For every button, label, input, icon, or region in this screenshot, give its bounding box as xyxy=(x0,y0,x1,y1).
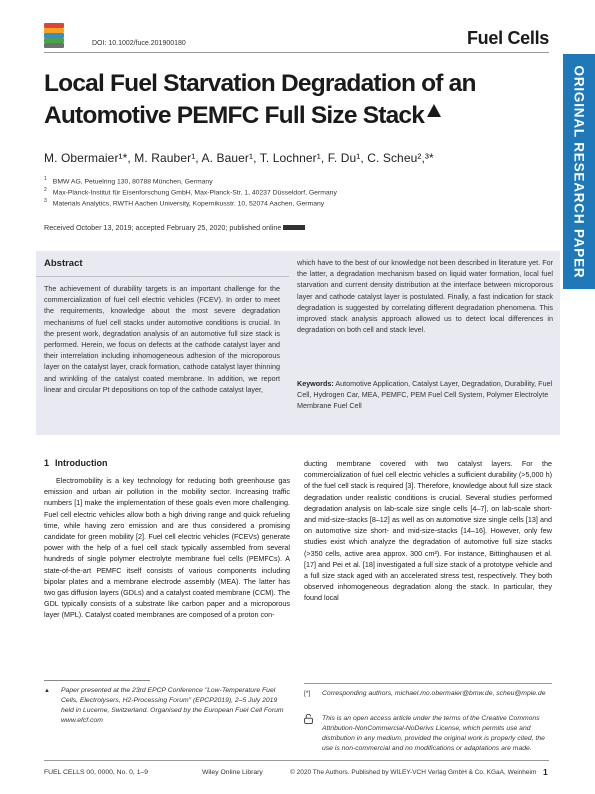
page-number: 1 xyxy=(543,767,548,777)
conference-footnote: ▲ Paper presented at the 23rd EPCP Conference "Low-Temperature Fuel Cells, Electrolysers, H2-Processing Forum" (EPCP2019), 2–5 July 2019 held in Lucerne, Switzerland. Organised by the European Fuel Cell Forum www.efcf.com xyxy=(44,687,284,724)
article-title xyxy=(44,68,564,132)
copyright-notice: © 2020 The Authors. Published by WILEY-VCH Verlag GmbH & Co. KGaA, Weinheim xyxy=(290,769,537,776)
article-type-tab xyxy=(563,54,595,289)
author-list: M. Obermaier¹*, M. Rauber¹, A. Bauer¹, T. Lochner¹, F. Du¹, C. Scheu²,³* xyxy=(44,151,434,165)
open-access-icon xyxy=(304,714,313,728)
open-access-note: This is an open access article under the terms of the Creative Commons Attribution-NonCommercial-NoDerivs License, which permits use and distribution in any medium, provided the original work is properly cited, the use is non-commercial and no modifications or adaptations are made. xyxy=(304,714,552,754)
received-dates: Received October 13, 2019; accepted February 25, 2020; published online xyxy=(44,223,305,232)
section-heading-introduction: 1 Introduction xyxy=(44,458,108,468)
redacted-date xyxy=(283,225,305,230)
triangle-footnote-icon xyxy=(427,104,441,117)
affiliation-3: $^3$ Materials Analytics, RWTH Aachen University, Kopernikusstr. 10, 52074 Aachen, Germany xyxy=(44,198,325,208)
keywords-label: Keywords: xyxy=(297,379,334,388)
corresponding-authors-note: [*] Corresponding authors, michael.mo.obermaier@bmw.de, scheu@mpie.de xyxy=(304,690,546,697)
abstract-text-left: The achievement of durability targets is an important challenge for the commercialization of fuel cell electric vehicles (FCEV). In order to meet the requirements, knowledge about the most severe degradation mechanisms of fuel cell stacks under automotive conditions is crucial. In the present work, degradation analysis of an automotive full size stack is performed. Herein, we focus on defects at the cathode catalyst layer and their interrelation including inhomogeneous adhesion of the microporous layer on the catalyst layer, crack formation, cathode catalyst layer thinning and wrinkling of the catalyst coated membrane. In addition, we report linear and circular Pt depositions on top of the cathode catalyst layer, xyxy=(44,284,280,394)
title-line-2: Automotive PEMFC Full Size Stack xyxy=(44,102,425,129)
triangle-footnote-marker: ▲ xyxy=(44,688,50,694)
affiliation-2: $^2$ Max-Planck-Institut für Eisenforschung GmbH, Max-Planck-Str. 1, 40237 Düsseldorf, Germany xyxy=(44,187,337,197)
logo-bar-gray xyxy=(44,43,64,48)
abstract-heading: Abstract xyxy=(44,258,83,269)
article-type-label: ORIGINAL RESEARCH PAPER xyxy=(571,65,587,278)
affiliation-1: $^1$ BMW AG, Petuelring 130, 80788 München, Germany xyxy=(44,176,213,186)
doi[interactable]: DOI: 10.1002/fuce.201900180 xyxy=(92,40,186,47)
citation-info: FUEL CELLS 00, 0000, No. 0, 1–9 xyxy=(44,769,149,776)
publisher-logo xyxy=(44,23,64,49)
keywords xyxy=(297,378,553,412)
keywords-list: Automotive Application, Catalyst Layer, Degradation, Durability, Fuel Cell, Hydrogen Car, MEA, PEMFC, PEM Fuel Cell System, Polymer Electrolyte Membrane Fuel Cell xyxy=(297,379,553,411)
abstract-text-right: which have to the best of our knowledge not been described in literature yet. For the latter, a degradation mechanism based on liquid water formation, local fuel starvation and current density distribution at the interface between microporous layer and cathode catalyst layer is postulated. Finally, a fast indication for stack degradation is suggested by correlating different degradation phenomena. This improved stack analysis approach allowed us to detect local differences in degradation on both cell and stack level. xyxy=(297,258,553,335)
introduction-text-left: Electromobility is a key technology for reducing both greenhouse gas emission and urban air pollution in the mobility sector. Increasing traffic numbers [1] make the implementation of these goals even more challenging. Fuel cell electric vehicles allow both a high driving range and quick refueling time, while having zero emission and are thus considered a promising candidate for green mobility [2]. Fuel cell electric vehicles (FCEVs) generate power with the help of a fuel cell stack typically assembled from several hundreds of single polymer electrolyte membrane fuel cells (PEMFCs). A state-of-the-art PEMFC itself consists of various components including bipolar plates and a membrane electrode assembly (MEA). The latter has two gas diffusion layers (GDLs) and a catalyst coated membrane (CCM). The GDL typically consists of a substrate like carbon paper and a microporous layer (MPL). Catalyst coated membranes are composed of a proton con- xyxy=(44,476,290,620)
abstract-rule xyxy=(36,276,289,277)
introduction-text-right: ducting membrane covered with two catalyst layers. For the commercialization of fuel cell electric vehicles a sufficient durability (>5,000 h) of the fuel cell stack is required [3]. Therefore, knowledge about full size stack degradation under realistic conditions is crucial. Several studies performed degradation analysis on lab-scale size single cells [4–7], on lab-scale short- and mid-size-stacks [8–12] as well as on automotive size single cells [13] and on automotive size short- and mid-size-stacks [14–16]. However, only few studies exist which analyze the degradation of automotive full size stacks (>350 cells, active area approx. 300 cm²). For instance, Bittinghausen et al. [17] and Pei et al. [18] investigated a full size stack of a prototype vehicle and a full size stack aged with an accelerated stress test, respectively. They both observed inhomogeneous degradation along the stack. In particular, they found local xyxy=(304,459,552,603)
footnote-rule-left xyxy=(44,680,150,681)
footer-rule xyxy=(44,760,549,761)
footnote-rule-right xyxy=(304,683,552,684)
wiley-online-library-link[interactable]: Wiley Online Library xyxy=(202,769,263,776)
journal-name: Fuel Cells xyxy=(466,28,549,48)
header-rule xyxy=(44,52,549,53)
title-line-2-wrap xyxy=(44,100,564,132)
title-line-1: Local Fuel Starvation Degradation of an xyxy=(44,70,476,97)
